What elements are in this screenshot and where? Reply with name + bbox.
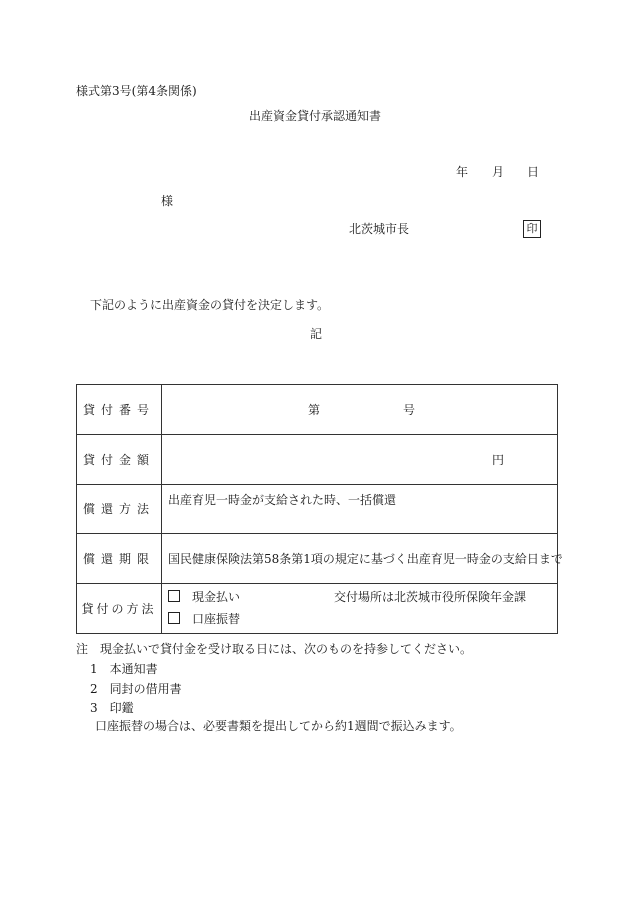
- value-repayment-method: [162, 484, 558, 534]
- loan-number-dai: 第: [308, 403, 321, 417]
- table-row: [77, 434, 558, 484]
- value-loan-method: [162, 584, 558, 634]
- loan-number-go: 号: [403, 403, 416, 417]
- issuer-name: 北茨城市長: [349, 222, 410, 236]
- checkbox-cash[interactable]: [168, 590, 180, 602]
- note-item-2: 2 同封の借用書: [90, 682, 182, 696]
- table-row: [77, 584, 558, 634]
- amount-unit: 円: [492, 452, 505, 467]
- checkbox-transfer[interactable]: [168, 612, 180, 624]
- value-repayment-deadline: [162, 534, 563, 584]
- notes-intro: 注 現金払いで貸付金を受け取る日には、次のものを持参してください。: [76, 642, 473, 656]
- table-row: [77, 534, 558, 584]
- loan-details-table: [76, 384, 563, 634]
- date-month-label: 月: [492, 165, 505, 179]
- label-loan-number: 貸付番号: [77, 385, 162, 435]
- label-loan-amount: 貸付金額: [77, 434, 162, 484]
- form-number: 様式第3号(第4条関係): [76, 84, 197, 98]
- repayment-method-text: 出産育児一時金が支給された時、一括償還: [168, 492, 397, 507]
- label-repayment-method: 償還方法: [77, 484, 162, 534]
- document-title: 出産資金貸付承認通知書: [249, 109, 382, 123]
- table-row: [77, 484, 558, 534]
- method-option-transfer: [168, 612, 240, 626]
- date-year-label: 年: [456, 165, 469, 179]
- label-loan-method: 貸付の方法: [77, 584, 162, 634]
- note-item-1: 1 本通知書: [90, 662, 158, 676]
- transfer-note: 口座振替の場合は、必要書類を提出してから約1週間で振込みます。: [95, 719, 462, 733]
- table-row: [77, 385, 558, 435]
- body-text: 下記のように出産資金の貸付を決定します。: [90, 298, 330, 312]
- repayment-deadline-text: 国民健康保険法第58条第1項の規定に基づく出産育児一時金の支給日まで: [168, 552, 563, 567]
- ki-heading: 記: [310, 327, 323, 341]
- date-day-label: 日: [527, 165, 540, 179]
- method-transfer-label: 口座振替: [192, 612, 241, 627]
- value-loan-number: [162, 385, 558, 435]
- note-item-3: 3 印鑑: [90, 701, 134, 715]
- method-cash-label: 現金払い: [192, 590, 241, 605]
- method-option-cash: [168, 590, 240, 604]
- cash-pickup-note: 交付場所は北茨城市役所保険年金課: [334, 590, 527, 605]
- value-loan-amount: [162, 434, 558, 484]
- label-repayment-deadline: 償還期限: [77, 534, 162, 584]
- seal-mark: 印: [523, 220, 541, 238]
- addressee-suffix: 様: [161, 194, 174, 208]
